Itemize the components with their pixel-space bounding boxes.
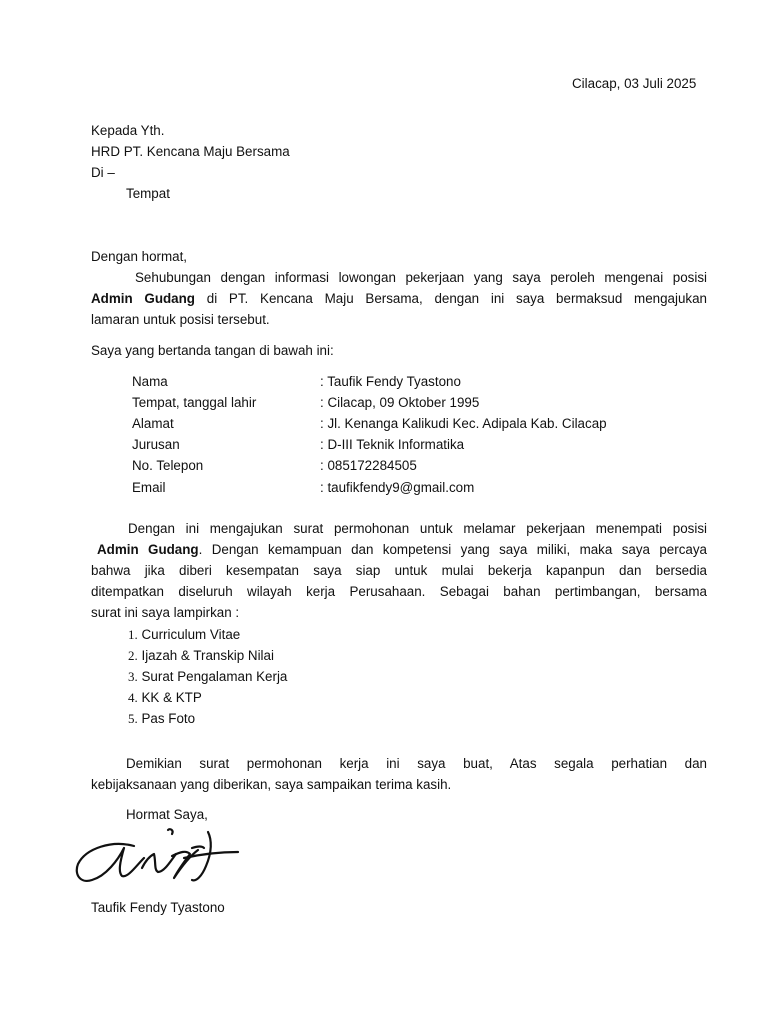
list-text: Ijazah & Transkip Nilai <box>141 648 274 663</box>
list-text: Surat Pengalaman Kerja <box>141 669 288 684</box>
info-value: : Taufik Fendy Tyastono <box>320 374 461 389</box>
body-line-5: surat ini saya lampirkan : <box>91 605 240 620</box>
list-item <box>128 669 287 685</box>
intro-line-1: Sehubungan dengan informasi lowongan pekerjaan yang saya peroleh mengenai posisi <box>135 270 707 285</box>
list-item <box>128 627 240 643</box>
intro-line-2 <box>91 288 707 309</box>
recipient-company: HRD PT. Kencana Maju Bersama <box>91 144 290 159</box>
info-label: Tempat, tanggal lahir <box>132 395 257 410</box>
intro-line-3: lamaran untuk posisi tersebut. <box>91 312 270 327</box>
intro-line-2-rest: di PT. Kencana Maju Bersama, dengan ini saya bermaksud mengajukan <box>195 291 707 306</box>
body-paragraph <box>91 518 707 623</box>
info-value: : Jl. Kenanga Kalikudi Kec. Adipala Kab. Cilacap <box>320 416 607 431</box>
letter-date: Cilacap, 03 Juli 2025 <box>572 76 697 91</box>
recipient-di: Di – <box>91 165 115 180</box>
info-value: : D-III Teknik Informatika <box>320 437 465 452</box>
closing-line-1: Demikian surat permohonan kerja ini saya buat, Atas segala perhatian dan <box>126 756 707 771</box>
recipient-salutation: Kepada Yth. <box>91 123 165 138</box>
info-label: Email <box>132 480 166 495</box>
statement: Saya yang bertanda tangan di bawah ini: <box>91 343 334 358</box>
list-text: KK & KTP <box>141 690 202 705</box>
list-number: 3. <box>128 669 138 684</box>
info-label: Jurusan <box>132 437 180 452</box>
position-name: Admin Gudang <box>91 291 195 306</box>
info-value: : 085172284505 <box>320 458 417 473</box>
intro-paragraph <box>91 267 707 330</box>
body-line-2-rest: . Dengan kemampuan dan kompetensi yang saya miliki, maka saya percaya <box>198 542 707 557</box>
body-line-3: bahwa jika diberi kesempatan saya siap untuk mulai bekerja kapanpun dan bersedia <box>91 563 707 578</box>
closing-line-2: kebijaksanaan yang diberikan, saya sampaikan terima kasih. <box>91 777 452 792</box>
body-line-2 <box>97 539 707 560</box>
recipient-place: Tempat <box>126 186 170 201</box>
list-item <box>128 711 195 727</box>
info-label: Nama <box>132 374 168 389</box>
list-text: Curriculum Vitae <box>141 627 241 642</box>
list-number: 1. <box>128 627 138 642</box>
list-number: 5. <box>128 711 138 726</box>
greeting: Dengan hormat, <box>91 249 188 264</box>
body-line-4: ditempatkan diseluruh wilayah kerja Perusahaan. Sebagai bahan pertimbangan, bersama <box>91 584 707 599</box>
list-text: Pas Foto <box>141 711 196 726</box>
closing-paragraph <box>91 753 707 795</box>
sign-off: Hormat Saya, <box>126 807 208 822</box>
info-value: : Cilacap, 09 Oktober 1995 <box>320 395 480 410</box>
signer-name: Taufik Fendy Tyastono <box>91 900 225 915</box>
list-number: 2. <box>128 648 138 663</box>
signature-image <box>72 826 242 888</box>
position-name: Admin Gudang <box>97 542 199 557</box>
list-number: 4. <box>128 690 138 705</box>
info-label: Alamat <box>132 416 174 431</box>
list-item <box>128 690 202 706</box>
list-item <box>128 648 274 664</box>
body-line-1: Dengan ini mengajukan surat permohonan untuk melamar pekerjaan menempati posisi <box>128 521 707 536</box>
info-value: : taufikfendy9@gmail.com <box>320 480 475 495</box>
info-label: No. Telepon <box>132 458 204 473</box>
